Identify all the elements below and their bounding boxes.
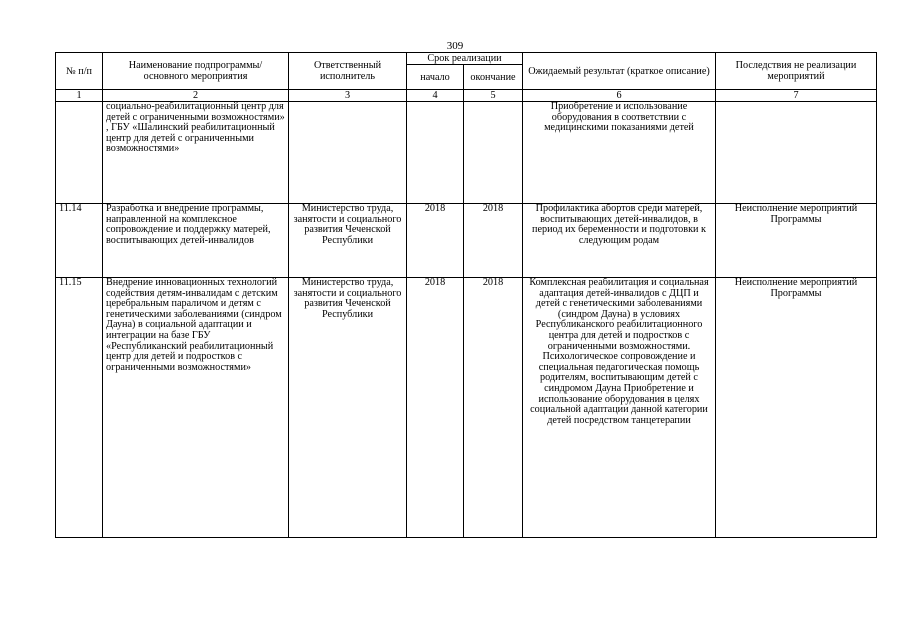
row-name: Внедрение инновационных технологий содействия детям-инвалидам с детским церебральным параличом и детям с генетическими заболеваниями (синдром Дауна) в социальной адаптации и интеграции на базе ГБУ «Республиканский реабилитационный центр для детей и подростков с ограниченными возможностями» — [103, 278, 289, 538]
column-number: 6 — [523, 90, 716, 102]
row-number: 11.15 — [56, 278, 103, 538]
header-end: окончание — [464, 65, 523, 90]
row-result: Профилактика абортов среди матерей, воспитывающих детей-инвалидов, в период их беременности и подготовки к следующим родам — [523, 204, 716, 278]
header-period: Срок реализации — [407, 53, 523, 65]
table-row — [56, 278, 877, 538]
row-consequence: Неисполнение мероприятий Программы — [716, 278, 877, 538]
row-consequence: Неисполнение мероприятий Программы — [716, 204, 877, 278]
header-name: Наименование подпрограммы/ основного мероприятия — [103, 53, 289, 90]
column-number: 7 — [716, 90, 877, 102]
row-name: социально-реабилитационный центр для детей с ограниченными возможностями» , ГБУ «Шалинский реабилитационный центр для детей с ограниченными возможностями» — [103, 102, 289, 204]
header-result: Ожидаемый результат (краткое описание) — [523, 53, 716, 90]
column-number: 3 — [289, 90, 407, 102]
row-consequence — [716, 102, 877, 204]
row-executor: Министерство труда, занятости и социального развития Чеченской Республики — [289, 204, 407, 278]
row-result: Приобретение и использование оборудования в соответствии с медицинскими показаниями детей — [523, 102, 716, 204]
row-start — [407, 102, 464, 204]
row-executor — [289, 102, 407, 204]
row-number: 11.14 — [56, 204, 103, 278]
column-number: 5 — [464, 90, 523, 102]
table-row — [56, 204, 877, 278]
row-result: Комплексная реабилитация и социальная адаптация детей-инвалидов с ДЦП и детей с генетическими заболеваниями (синдром Дауна) в условиях Республиканского реабилитационного центра для детей и подростков с ограниченными возможностями. Психологическое сопровождение и специальная педагогическая помощь родителям, воспитывающим детей с синдромом Дауна Приобретение и использование оборудования в целях социальной адаптации данной категории детей посредством танцетерапии — [523, 278, 716, 538]
program-table — [55, 52, 877, 538]
row-start: 2018 — [407, 278, 464, 538]
row-executor: Министерство труда, занятости и социального развития Чеченской Республики — [289, 278, 407, 538]
column-number: 1 — [56, 90, 103, 102]
column-number: 4 — [407, 90, 464, 102]
page-number: 309 — [446, 40, 464, 52]
row-end: 2018 — [464, 204, 523, 278]
row-number — [56, 102, 103, 204]
row-name: Разработка и внедрение программы, направленной на комплексное сопровождение и поддержку матерей, воспитывающих детей-инвалидов — [103, 204, 289, 278]
header-executor: Ответственный исполнитель — [289, 53, 407, 90]
table-row — [56, 102, 877, 204]
row-end: 2018 — [464, 278, 523, 538]
row-end — [464, 102, 523, 204]
column-number-row — [56, 90, 877, 102]
row-start: 2018 — [407, 204, 464, 278]
header-consequence: Последствия не реализации мероприятий — [716, 53, 877, 90]
header-start: начало — [407, 65, 464, 90]
column-number: 2 — [103, 90, 289, 102]
header-number: № п/п — [56, 53, 103, 90]
